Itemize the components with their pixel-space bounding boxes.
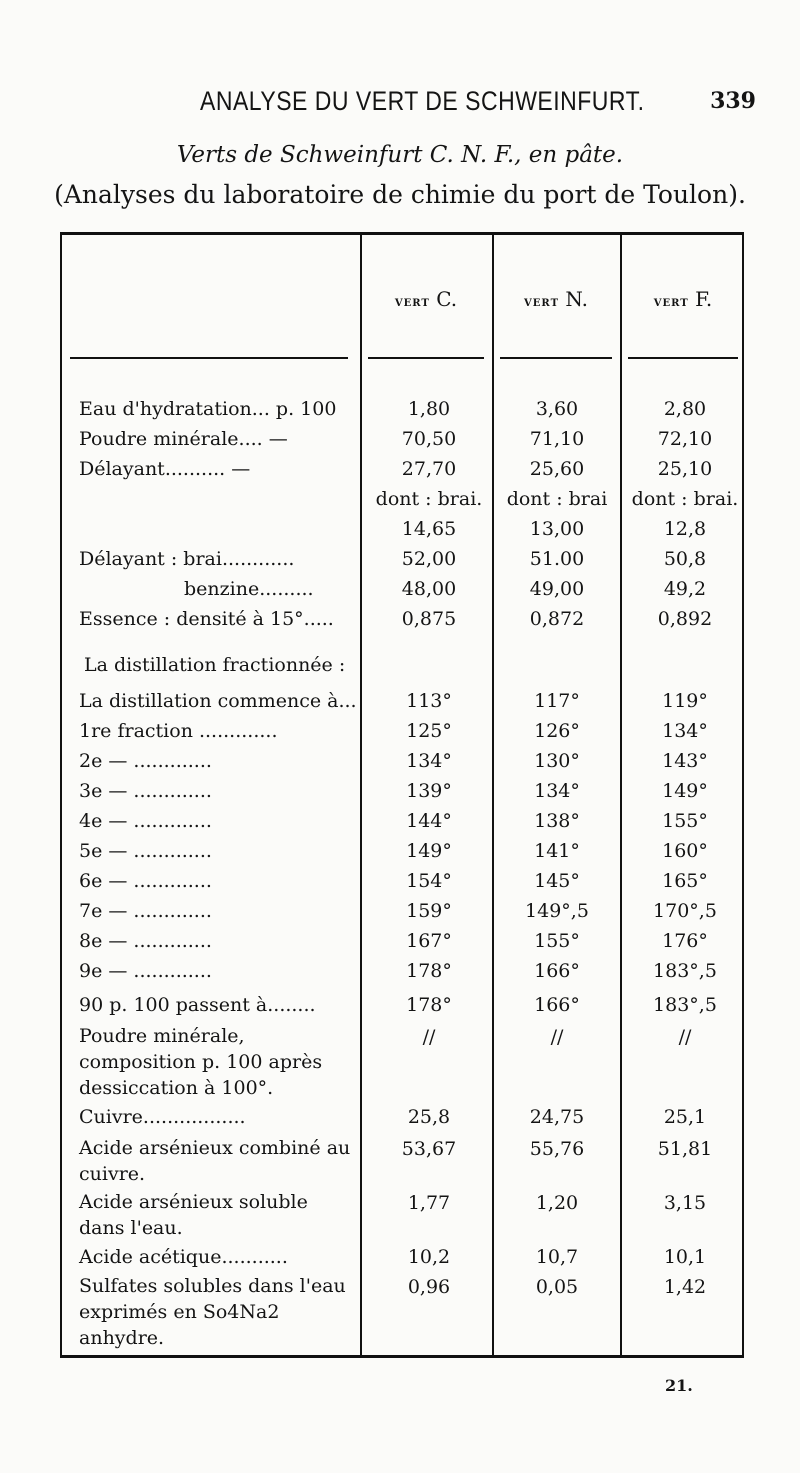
cell-vert-n: 0,872 [529, 608, 585, 630]
row-label: 3e — ............. [79, 780, 212, 802]
cell-vert-f: 50,8 [663, 548, 707, 570]
cell-vert-c: 159° [406, 900, 452, 922]
cell-vert-f: 149° [662, 780, 708, 802]
table-row [62, 395, 742, 423]
cell-vert-n: 1,20 [535, 1192, 579, 1214]
cell-vert-c: 25,8 [407, 1106, 451, 1128]
cell-vert-c: 0,875 [401, 608, 457, 630]
cell-vert-n: dont : brai [506, 488, 608, 510]
cell-vert-f: 160° [662, 840, 708, 862]
cell-vert-c: 70,50 [401, 428, 457, 450]
row-label: 6e — ............. [79, 870, 212, 892]
cell-vert-c: 167° [406, 930, 452, 952]
header-rule [368, 357, 484, 359]
cell-vert-c: 27,70 [401, 458, 457, 480]
cell-vert-f: 2,80 [663, 398, 707, 420]
cell-vert-n: 51.00 [529, 548, 585, 570]
column-header-letter: F. [695, 287, 713, 311]
cell-vert-f: 134° [662, 720, 708, 742]
cell-vert-n: 24,75 [529, 1106, 585, 1128]
cell-vert-f: dont : brai. [631, 488, 739, 510]
cell-vert-c: 48,00 [401, 578, 457, 600]
cell-vert-f: 183°,5 [653, 960, 717, 982]
row-label: 1re fraction ............. [79, 720, 278, 742]
row-label: Essence : densité à 15°..... [79, 608, 334, 630]
table-row [62, 485, 742, 513]
table-row [62, 837, 742, 865]
table-row [62, 777, 742, 805]
table-row [62, 717, 742, 745]
header-rule [628, 357, 738, 359]
column-header-vert-c [368, 287, 484, 311]
column-header-vert-f [628, 287, 738, 311]
cell-vert-f: 25,1 [663, 1106, 707, 1128]
cell-vert-n: 166° [534, 960, 580, 982]
cell-vert-f: 143° [662, 750, 708, 772]
cell-vert-f: // [678, 1026, 692, 1048]
cell-vert-c: 10,2 [407, 1246, 451, 1268]
row-label: Acide arsénieux combiné au cuivre. [79, 1137, 351, 1185]
cell-vert-n: 25,60 [529, 458, 585, 480]
row-label: 90 p. 100 passent à........ [79, 994, 316, 1016]
table-subtitle: Verts de Schweinfurt C. N. F., en pâte. [176, 142, 624, 168]
cell-vert-c: 178° [406, 960, 452, 982]
cell-vert-c: 14,65 [401, 518, 457, 540]
column-header-letter: C. [436, 287, 458, 311]
cell-vert-n: 149°,5 [525, 900, 589, 922]
cell-vert-f: 155° [662, 810, 708, 832]
column-header-prefix: VERT [394, 298, 430, 309]
table-row [62, 1189, 742, 1243]
table-row [62, 1273, 742, 1349]
cell-vert-n: 49,00 [529, 578, 585, 600]
cell-vert-c: dont : brai. [375, 488, 483, 510]
cell-vert-c: 178° [406, 994, 452, 1016]
table-row [62, 957, 742, 985]
cell-vert-n: 71,10 [529, 428, 585, 450]
row-label: 8e — ............. [79, 930, 212, 952]
cell-vert-f: 72,10 [657, 428, 713, 450]
row-label: Délayant.......... — [79, 458, 251, 480]
table-row [62, 1135, 742, 1189]
cell-vert-f: 25,10 [657, 458, 713, 480]
cell-vert-f: 3,15 [663, 1192, 707, 1214]
table-row [62, 1243, 742, 1271]
table-row [62, 897, 742, 925]
header-rule [70, 357, 348, 359]
cell-vert-c: 125° [406, 720, 452, 742]
cell-vert-n: 130° [534, 750, 580, 772]
signature-mark: 21. [665, 1376, 693, 1395]
table-row [62, 807, 742, 835]
cell-vert-f: 51,81 [657, 1138, 713, 1160]
cell-vert-n: 155° [534, 930, 580, 952]
cell-vert-c: 113° [406, 690, 452, 712]
cell-vert-f: 170°,5 [653, 900, 717, 922]
cell-vert-f: 119° [662, 690, 708, 712]
cell-vert-n: 3,60 [535, 398, 579, 420]
cell-vert-f: 10,1 [663, 1246, 707, 1268]
table-row [62, 545, 742, 573]
row-label: 7e — ............. [79, 900, 212, 922]
cell-vert-f: 49,2 [663, 578, 707, 600]
cell-vert-f: 165° [662, 870, 708, 892]
cell-vert-n: 0,05 [535, 1276, 579, 1298]
row-label: Sulfates solubles dans l'eau exprimés en So4Na2 anhydre. [79, 1275, 346, 1349]
cell-vert-c: // [422, 1026, 436, 1048]
row-label: 5e — ............. [79, 840, 212, 862]
row-label: Délayant : brai............ [79, 548, 295, 570]
row-label: 4e — ............. [79, 810, 212, 832]
page-number: 339 [710, 88, 756, 114]
header-rule [500, 357, 612, 359]
cell-vert-c: 134° [406, 750, 452, 772]
column-header-vert-n [500, 287, 612, 311]
cell-vert-c: 0,96 [407, 1276, 451, 1298]
table-row [62, 991, 742, 1019]
table-row [62, 867, 742, 895]
table-row [62, 455, 742, 483]
row-label: Eau d'hydratation... p. 100 [79, 398, 337, 420]
row-label: 2e — ............. [79, 750, 212, 772]
cell-vert-c: 1,77 [407, 1192, 451, 1214]
cell-vert-c: 52,00 [401, 548, 457, 570]
column-header-prefix: VERT [524, 298, 560, 309]
table-row [62, 575, 742, 603]
table-row [62, 687, 742, 715]
cell-vert-c: 53,67 [401, 1138, 457, 1160]
running-title: ANALYSE DU VERT DE SCHWEINFURT. [200, 85, 645, 116]
cell-vert-n: 10,7 [535, 1246, 579, 1268]
section-heading-row [62, 651, 742, 679]
row-label: Poudre minérale.... — [79, 428, 288, 450]
cell-vert-n: 145° [534, 870, 580, 892]
section-heading: La distillation fractionnée : [84, 654, 346, 676]
table-row [62, 425, 742, 453]
table-row [62, 1103, 742, 1131]
cell-vert-c: 144° [406, 810, 452, 832]
table-caption: (Analyses du laboratoire de chimie du port de Toulon). [54, 180, 746, 209]
cell-vert-n: // [550, 1026, 564, 1048]
cell-vert-n: 117° [534, 690, 580, 712]
cell-vert-n: 13,00 [529, 518, 585, 540]
cell-vert-n: 134° [534, 780, 580, 802]
table-row [62, 515, 742, 543]
cell-vert-n: 138° [534, 810, 580, 832]
cell-vert-f: 176° [662, 930, 708, 952]
column-header-letter: N. [565, 287, 588, 311]
cell-vert-c: 1,80 [407, 398, 451, 420]
cell-vert-f: 1,42 [663, 1276, 707, 1298]
table-row [62, 1023, 742, 1103]
cell-vert-f: 12,8 [663, 518, 707, 540]
running-head [60, 85, 760, 122]
cell-vert-n: 55,76 [529, 1138, 585, 1160]
cell-vert-f: 183°,5 [653, 994, 717, 1016]
row-label: 9e — ............. [79, 960, 212, 982]
table-row [62, 747, 742, 775]
row-label: benzine......... [184, 578, 314, 600]
cell-vert-c: 149° [406, 840, 452, 862]
cell-vert-n: 141° [534, 840, 580, 862]
row-label: La distillation commence à... [79, 690, 357, 712]
cell-vert-n: 126° [534, 720, 580, 742]
analysis-table [60, 232, 744, 1358]
row-label: Acide arsénieux soluble dans l'eau. [79, 1191, 308, 1239]
column-header-prefix: VERT [653, 298, 689, 309]
table-row [62, 927, 742, 955]
cell-vert-c: 154° [406, 870, 452, 892]
cell-vert-n: 166° [534, 994, 580, 1016]
row-label: Poudre minérale, composition p. 100 après dessiccation à 100°. [79, 1025, 323, 1099]
row-label: Cuivre................. [79, 1106, 246, 1128]
cell-vert-c: 139° [406, 780, 452, 802]
row-label: Acide acétique........... [79, 1246, 288, 1268]
cell-vert-f: 0,892 [657, 608, 713, 630]
table-row [62, 605, 742, 633]
